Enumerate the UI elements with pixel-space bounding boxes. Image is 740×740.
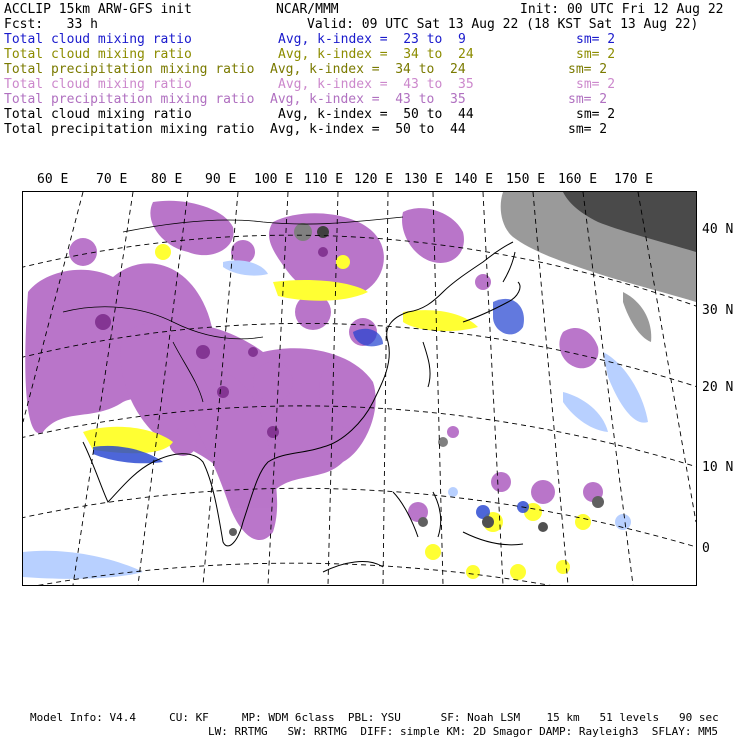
lat-label: 20 N: [702, 380, 734, 395]
lon-label: 140 E: [454, 172, 494, 187]
forecast-hour: Fcst: 33 h: [4, 17, 98, 32]
field-sm: sm= 2: [576, 107, 616, 122]
field-name: Total cloud mixing ratio: [4, 32, 192, 47]
field-avg: Avg, k-index = 34 to 24: [270, 62, 466, 77]
lon-label: 90 E: [205, 172, 237, 187]
field-avg: Avg, k-index = 50 to 44: [278, 107, 474, 122]
field-avg: Avg, k-index = 43 to 35: [278, 77, 474, 92]
lat-label: 30 N: [702, 303, 734, 318]
model-info-line2: LW: RRTMG SW: RRTMG DIFF: simple KM: 2D Smagor DAMP: Rayleigh3 SFLAY: MM5: [208, 725, 718, 738]
valid-time: Valid: 09 UTC Sat 13 Aug 22 (18 KST Sat 13 Aug 22): [307, 17, 699, 32]
lat-label: 40 N: [702, 222, 734, 237]
field-name: Total precipitation mixing ratio: [4, 92, 255, 107]
lon-label: 70 E: [96, 172, 128, 187]
model-info-line1: Model Info: V4.4 CU: KF MP: WDM 6class PBL: YSU SF: Noah LSM 15 km 51 levels 90 sec: [30, 711, 719, 724]
field-sm: sm= 2: [576, 47, 616, 62]
field-name: Total cloud mixing ratio: [4, 47, 192, 62]
field-avg: Avg, k-index = 34 to 24: [278, 47, 474, 62]
init-time: Init: 00 UTC Fri 12 Aug 22: [520, 2, 724, 17]
lat-label: 10 N: [702, 460, 734, 475]
field-name: Total precipitation mixing ratio: [4, 122, 255, 137]
lon-label: 160 E: [558, 172, 598, 187]
field-avg: Avg, k-index = 50 to 44: [270, 122, 466, 137]
cloud-field-purple: [25, 201, 603, 540]
model-title: ACCLIP 15km ARW-GFS init: [4, 2, 192, 17]
field-sm: sm= 2: [568, 122, 608, 137]
field-sm: sm= 2: [576, 77, 616, 92]
field-sm: sm= 2: [576, 32, 616, 47]
field-sm: sm= 2: [568, 92, 608, 107]
institution-label: NCAR/MMM: [276, 2, 339, 17]
lon-label: 150 E: [506, 172, 546, 187]
lon-label: 110 E: [304, 172, 344, 187]
lon-label: 100 E: [254, 172, 294, 187]
lon-label: 120 E: [354, 172, 394, 187]
field-name: Total cloud mixing ratio: [4, 107, 192, 122]
field-name: Total cloud mixing ratio: [4, 77, 192, 92]
lon-label: 170 E: [614, 172, 654, 187]
field-sm: sm= 2: [568, 62, 608, 77]
lon-label: 80 E: [151, 172, 183, 187]
lat-label: 0: [702, 541, 710, 556]
map-panel: [22, 191, 697, 586]
map-canvas: [23, 192, 696, 585]
field-avg: Avg, k-index = 23 to 9: [278, 32, 466, 47]
field-name: Total precipitation mixing ratio: [4, 62, 255, 77]
field-avg: Avg, k-index = 43 to 35: [270, 92, 466, 107]
lon-label: 60 E: [37, 172, 69, 187]
lon-label: 130 E: [404, 172, 444, 187]
